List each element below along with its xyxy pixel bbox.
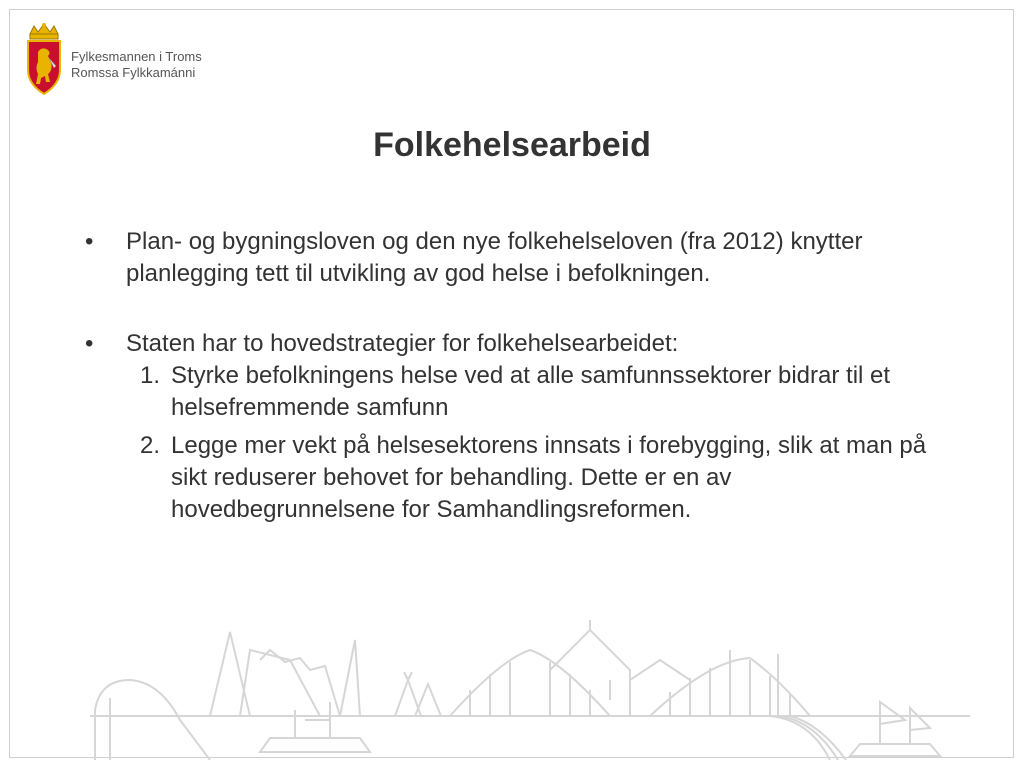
coat-of-arms-icon bbox=[24, 22, 64, 98]
item-number: 2. bbox=[140, 432, 161, 459]
item-text: Legge mer vekt på helsesektorens innsats i forebygging, slik at man på sikt reduserer behovet for behandling. Dette er en av hovedbegrunnelsene for Samhandlingsreformen. bbox=[171, 432, 927, 523]
bullet-marker: • bbox=[85, 228, 94, 255]
bullet-item bbox=[85, 328, 945, 360]
slide-title: Folkehelsearbeid bbox=[373, 126, 651, 164]
numbered-item bbox=[85, 360, 945, 424]
item-text: Styrke befolkningens helse ved at alle samfunnssektorer bidrar til et helsefremmende samfunn bbox=[171, 362, 891, 421]
organization-name-norwegian: Fylkesmannen i Troms bbox=[71, 49, 202, 64]
numbered-list bbox=[85, 360, 945, 526]
organization-name bbox=[71, 49, 202, 81]
bullet-item bbox=[85, 226, 945, 290]
bullet-text: Staten har to hovedstrategier for folkehelsearbeidet: bbox=[126, 330, 679, 357]
city-skyline-illustration bbox=[90, 620, 970, 760]
bullet-text: Plan- og bygningsloven og den nye folkehelseloven (fra 2012) knytter planlegging tett til utvikling av god helse i befolkningen. bbox=[126, 228, 863, 287]
organization-logo bbox=[24, 22, 224, 98]
item-number: 1. bbox=[140, 362, 161, 389]
bullet-marker: • bbox=[85, 330, 94, 357]
slide-content bbox=[85, 226, 945, 526]
numbered-item bbox=[85, 430, 945, 526]
organization-name-sami: Romssa Fylkkamánni bbox=[71, 65, 196, 80]
